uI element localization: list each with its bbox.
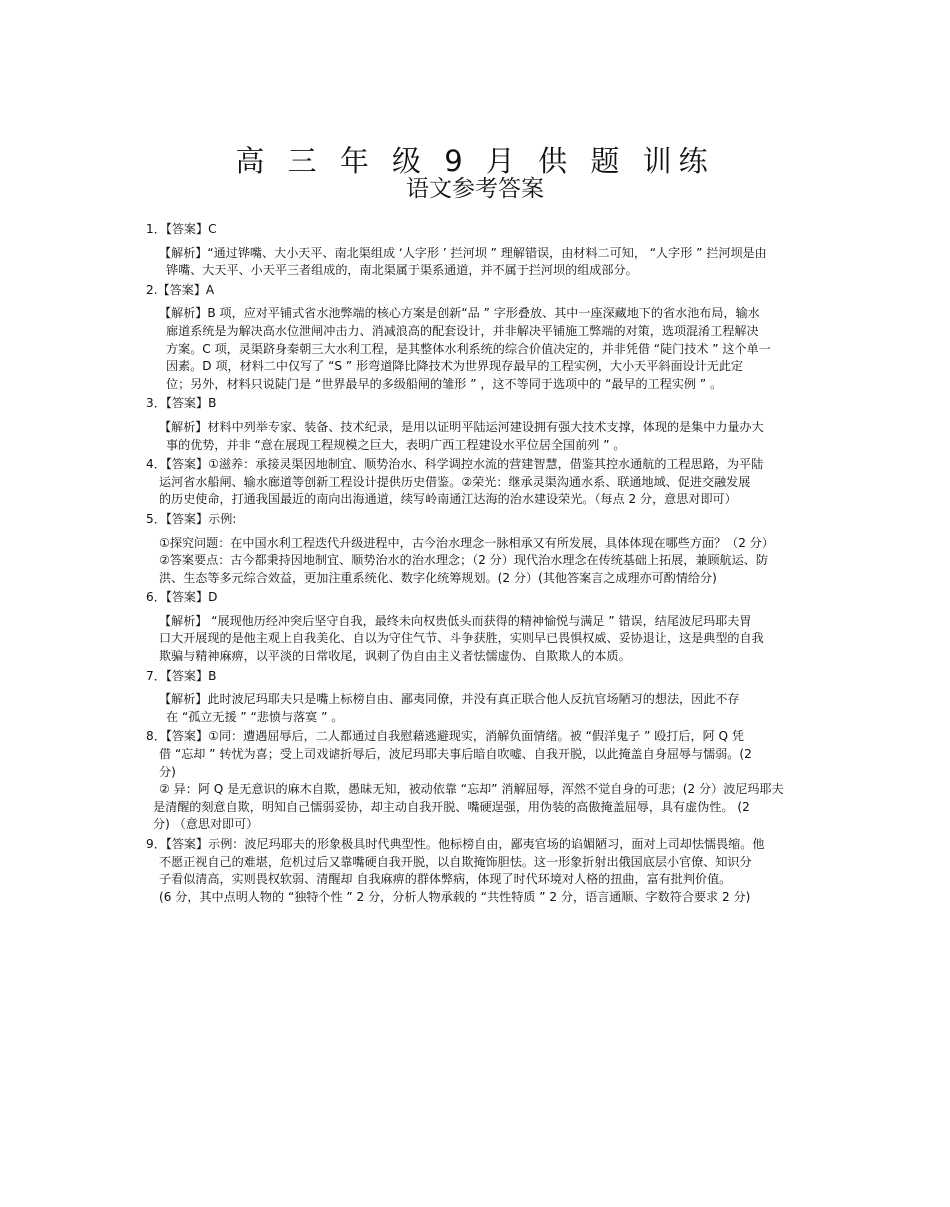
q8-line: 分) （意思对即可） [153,817,259,832]
q8-line: 借 “忘却 ” 转忧为喜；受上司戏谑折辱后，波尼玛耶夫事后暗自吹嘘、自我开脱，以此掩盖自身屈辱与懦弱。(2 [159,747,752,762]
q5-explanation [146,535,812,588]
q5-line: 洪、生态等多元综合效益，更加注重系统化、数字化统筹规划。(2 分）(其他答案言之成理亦可酌情给分) [159,570,717,585]
q2-exp-line: 廊道系统是为解决高水位泄闸冲击力、消减浪高的配套设计，并非解决平铺施工弊端的对策，选项混淆工程解决 [166,323,759,338]
q8-line: 8．【答案】①同：遭遇屈辱后，二人都通过自我慰藉逃避现实，消解负面情绪。被 “假洋鬼子 ” 殴打后，阿 Q 凭 [146,729,744,744]
q6-answer: 6．【答案】D [146,590,218,605]
q2-explanation [146,305,812,393]
q3-explanation [146,419,812,454]
q9-answer [146,836,812,906]
q6-exp-line: 欺骗与精神麻痹，以平淡的日常收尾，讽刺了伪自由主义者怯懦虚伪、自欺欺人的本质。 [159,649,631,664]
q3-exp-line: 【解析】材料中列举专家、装备、技术纪录，是用以证明平陆运河建设拥有强大技术支撑，体现的是集中力量办大 [159,419,764,434]
q4-line: 4．【答案】①滋养：承接灵渠因地制宜、顺势治水、科学调控水流的营建智慧，借鉴其控水通航的工程思路，为平陆 [146,457,764,472]
q1-explanation [146,245,812,280]
q8-answer [146,728,812,834]
q7-explanation [146,691,812,726]
page-subtitle: 语文参考答案 [406,176,544,202]
q9-line: (6 分，其中点明人物的 “独特个性 ” 2 分，分析人物承载的 “共性特质 ” 2 分，语言通顺、字数符合要求 2 分) [159,889,751,904]
q5-answer: 5．【答案】示例: [146,511,237,526]
q6-explanation [146,613,812,666]
q4-line: 运河省水船闸、输水廊道等创新工程设计提供历史借鉴。②荣光：继承灵渠沟通水系、联通地域、促进交融发展 [159,474,751,489]
q2-exp-line: 【解析】B 项，应对平铺式省水池弊端的核心方案是创新“品 ” 字形叠放、其中一座深藏地下的省水池布局，输水 [159,306,760,321]
q7-answer: 7．【答案】B [146,668,217,683]
page-title: 高 三 年 级 9 月 供 题 训练 [235,144,715,178]
q8-line: 是清醒的刻意自欺，明知自己懦弱妥协，却主动自我开脱、嘴硬逞强，用伪装的高傲掩盖屈辱，具有虚伪性。 (2 [153,799,750,814]
q9-line: 9．【答案】示例：波尼玛耶夫的形象极具时代典型性。他标榜自由，鄙夷官场的谄媚陋习，面对上司却怯懦畏缩。他 [146,837,765,851]
q4-answer [146,456,812,509]
q9-line: 不愿正视自己的难堪，危机过后又靠嘴硬自我开脱，以自欺掩饰胆怯。这一形象折射出俄国底层小官僚、知识分 [159,854,752,869]
q3-answer: 3．【答案】B [146,396,217,411]
q2-exp-line: 位；另外，材料只说陡门是 “世界最早的多级船闸的雏形 ” ，这不等同于选项中的 “最早的工程实例 ” 。 [166,376,723,391]
q3-exp-line: 事的优势，并非 “意在展现工程规模之巨大，表明广西工程建设水平位居全国前列 ” 。 [166,437,626,452]
q9-line: 子看似清高，实则畏权软弱、清醒却 自我麻痹的群体弊病，体现了时代环境对人格的扭曲，富有批判价值。 [159,872,732,887]
q1-exp-line: 铧嘴、大天平、小天平三者组成的，南北渠属于渠系通道，并不属于拦河坝的组成部分。 [166,263,638,278]
q7-exp-line: 【解析】此时波尼玛耶夫只是嘴上标榜自由、鄙夷同僚，并没有真正联合他人反抗官场陋习的想法，因此不存 [159,692,740,707]
q2-exp-line: 方案。C 项，灵渠跻身秦朝三大水利工程，是其整体水利系统的综合价值决定的，并非凭借 “陡门技术 ” 这个单一 [166,341,771,356]
q1-answer: 1．【答案】C [146,222,217,236]
q8-line: 分) [159,764,176,779]
q4-line: 的历史使命，打通我国最近的南向出海通道，续写岭南通江达海的治水建设荣光。（每点 2 分，意思对即可） [159,492,737,507]
q7-exp-line: 在 “孤立无援 ” “悲愤与落寞 ” 。 [166,709,344,724]
q6-exp-line: 【解析】 “展现他历经冲突后坚守自我，最终未向权贵低头而获得的精神愉悦与满足 ” 错误，结尾波尼玛耶夫胃 [159,613,752,628]
q1-exp-line: 【解析】“通过铧嘴、大小天平、南北渠组成 ‘人字形 ’ 拦河坝 ” 理解错误，由材料二可知， “人字形 ” 拦河坝是由 [159,245,767,260]
q2-answer: 2.【答案】A [146,282,215,297]
q2-exp-line: 因素。D 项，材料二中仅写了 “S ” 形弯道降比降技术为世界现存最早的工程实例，大小天平斜面设计无此定 [166,359,744,374]
q5-line: ①探究问题：在中国水利工程迭代升级进程中，古今治水理念一脉相承又有所发展，具体体现在哪些方面？（2 分） [159,535,774,550]
q8-line: ② 异：阿 Q 是无意识的麻木自欺，愚昧无知，被动依靠 “忘却” 消解屈辱，浑然不觉自身的可悲；(2 分）波尼玛耶夫 [159,782,784,797]
answer-list [146,219,812,906]
q5-line: ②答案要点：古今都秉持因地制宜、顺势治水的治水理念；（2 分）现代治水理念在传统基础上拓展，兼顾航运、防 [159,553,768,568]
q6-exp-line: 口大开展现的是他主观上自我美化、自以为守住气节、斗争获胜，实则早已畏惧权威、妥协退让，这是典型的自我 [159,631,764,646]
